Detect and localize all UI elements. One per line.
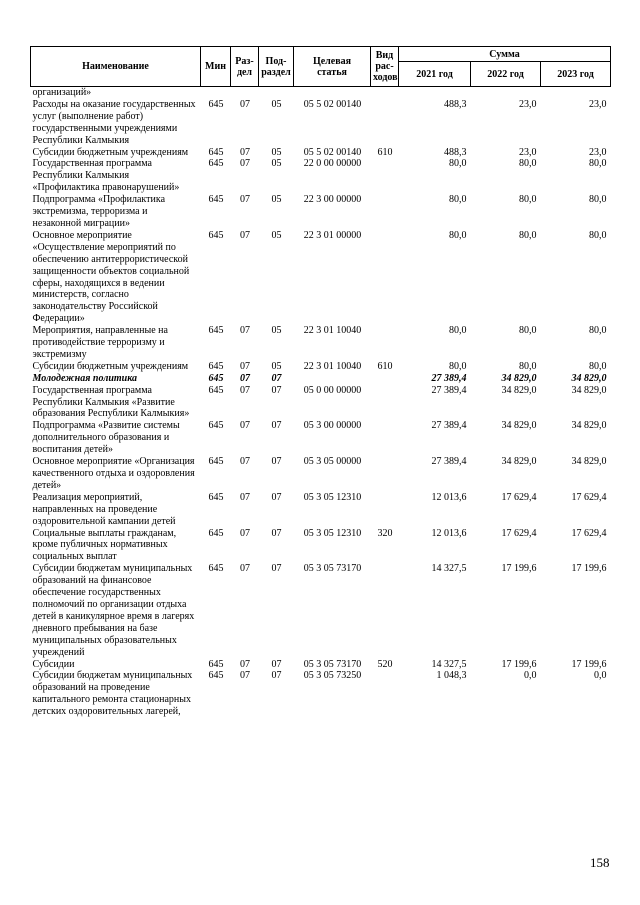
cell-celevaya: [294, 87, 371, 99]
cell-name: Подпрограмма «Развитие системы дополнительного образования и воспитания детей»: [32, 420, 180, 456]
cell-2022: 17 199,6: [501, 563, 537, 575]
table-row: [31, 420, 611, 456]
cell-min: 645: [208, 372, 224, 384]
cell-2021: 14 327,5: [431, 563, 467, 575]
cell-podrazdel: 05: [271, 325, 282, 337]
cell-2021: 27 389,4: [431, 384, 467, 396]
header-name: Наименование: [31, 47, 201, 87]
cell-name: Основное мероприятие «Организация качественного отдыха и оздоровления детей»: [32, 456, 195, 491]
cell-vid: [371, 87, 399, 99]
table-row: [31, 659, 611, 671]
cell-2021: 1 048,3: [436, 670, 467, 682]
cell-vid: [371, 158, 399, 194]
cell-min: 645: [208, 194, 224, 206]
cell-2021: 488,3: [444, 146, 467, 158]
cell-2021: 12 013,6: [431, 527, 467, 539]
cell-razdel: 07: [240, 158, 250, 170]
cell-2023: [541, 87, 611, 99]
cell-min: 645: [208, 98, 224, 110]
cell-min: 645: [208, 360, 224, 372]
cell-2023: 23,0: [589, 98, 607, 110]
cell-min: 645: [208, 146, 224, 158]
cell-vid: [371, 373, 399, 385]
cell-razdel: 07: [240, 325, 250, 337]
cell-min: 645: [208, 670, 224, 682]
cell-celevaya: 22 3 01 00000: [303, 229, 362, 241]
header-year-2023: 2023 год: [541, 62, 611, 87]
cell-razdel: 07: [240, 491, 250, 503]
cell-podrazdel: 05: [271, 146, 282, 158]
cell-celevaya: 05 0 00 00000: [303, 384, 362, 396]
cell-podrazdel: 07: [271, 670, 282, 682]
header-year-2022: 2022 год: [471, 62, 541, 87]
cell-min: 645: [208, 229, 224, 241]
cell-2021: 80,0: [449, 360, 467, 372]
cell-2023: 17 199,6: [571, 563, 607, 575]
cell-2023: 17 629,4: [571, 491, 607, 503]
cell-2022: 80,0: [519, 360, 537, 372]
cell-2023: 23,0: [589, 146, 607, 158]
table-row: [31, 87, 611, 99]
cell-2022: 34 829,0: [501, 420, 537, 432]
cell-2021: 12 013,6: [431, 491, 467, 503]
cell-2023: 80,0: [589, 325, 607, 337]
cell-2021: 27 389,4: [431, 420, 467, 432]
cell-vid: 320: [377, 527, 393, 539]
cell-2022: 34 829,0: [501, 372, 537, 384]
cell-2022: 17 199,6: [501, 658, 537, 670]
cell-razdel: 07: [240, 372, 250, 384]
cell-celevaya: 05 3 05 73170: [303, 658, 362, 670]
cell-2022: [471, 87, 541, 99]
cell-2022: 34 829,0: [501, 456, 537, 468]
cell-vid: [371, 99, 399, 147]
cell-2023: 17 199,6: [571, 658, 607, 670]
cell-name: Субсидии бюджетным учреждениям: [32, 146, 189, 158]
cell-razdel: 07: [240, 229, 250, 241]
header-razdel: Раз- дел: [231, 47, 259, 87]
cell-razdel: 07: [240, 360, 250, 372]
cell-razdel: 07: [240, 146, 250, 158]
table-row: [31, 194, 611, 230]
cell-razdel: 07: [240, 384, 250, 396]
cell-name: Мероприятия, направленные на противодействие терроризму и экстремизму: [32, 325, 168, 360]
table-row: [31, 325, 611, 361]
cell-podrazdel: 05: [271, 229, 282, 241]
cell-min: 645: [208, 158, 224, 170]
cell-podrazdel: [259, 87, 294, 99]
cell-min: 645: [208, 420, 224, 432]
cell-razdel: 07: [240, 98, 250, 110]
cell-min: 645: [208, 527, 224, 539]
cell-name: Государственная программа Республики Калмыкия «Профилактика правонарушений»: [32, 158, 180, 194]
table-row: [31, 492, 611, 528]
cell-2023: 34 829,0: [571, 384, 607, 396]
table-header: [31, 47, 611, 87]
cell-2022: 80,0: [519, 325, 537, 337]
cell-2021: 488,3: [444, 98, 467, 110]
cell-min: [201, 87, 231, 99]
cell-vid: 520: [377, 658, 393, 670]
cell-2022: 17 629,4: [501, 491, 537, 503]
cell-podrazdel: 07: [271, 563, 282, 575]
header-podrazdel: Под- раздел: [259, 47, 294, 87]
cell-podrazdel: 05: [271, 98, 282, 110]
cell-celevaya: 22 3 01 10040: [303, 325, 362, 337]
cell-2023: 80,0: [589, 194, 607, 206]
cell-razdel: 07: [240, 420, 250, 432]
cell-podrazdel: 07: [271, 372, 282, 384]
header-min: Мин: [201, 47, 231, 87]
cell-name: Социальные выплаты гражданам, кроме публичных нормативных социальных выплат: [32, 527, 177, 563]
cell-name: организаций»: [32, 87, 92, 98]
table-row: [31, 563, 611, 658]
cell-name: Субсидии: [32, 658, 75, 670]
cell-podrazdel: 05: [271, 360, 282, 372]
cell-podrazdel: 07: [271, 384, 282, 396]
cell-2023: 34 829,0: [571, 420, 607, 432]
cell-name: Молодежная политика: [32, 372, 138, 384]
cell-celevaya: 05 5 02 00140: [303, 146, 362, 158]
cell-2023: 0,0: [594, 670, 607, 682]
header-year-2021: 2021 год: [399, 62, 471, 87]
cell-celevaya: 22 3 00 00000: [303, 194, 362, 206]
cell-celevaya: 05 3 00 00000: [303, 420, 362, 432]
cell-podrazdel: 07: [271, 456, 282, 468]
cell-celevaya: 05 3 05 73250: [303, 670, 362, 682]
cell-podrazdel: 07: [271, 527, 282, 539]
cell-vid: [371, 194, 399, 230]
header-celevaya: Целевая статья: [294, 47, 371, 87]
cell-celevaya: 05 3 05 12310: [303, 491, 362, 503]
cell-2023: 80,0: [589, 360, 607, 372]
cell-celevaya: 22 3 01 10040: [303, 360, 362, 372]
cell-name: Субсидии бюджетам муниципальных образований на финансовое обеспечение государственных полномочий по организации отдыха детей в каникулярное время в лагерях дневного пребывания на базе муниципальных образовательных учреждений: [32, 563, 195, 658]
cell-razdel: 07: [240, 670, 250, 682]
cell-2022: 80,0: [519, 194, 537, 206]
cell-min: 645: [208, 491, 224, 503]
cell-2021: [399, 87, 471, 99]
cell-razdel: 07: [240, 456, 250, 468]
cell-2021: 80,0: [449, 194, 467, 206]
table-row: [31, 147, 611, 159]
header-summa: Сумма: [399, 47, 611, 62]
table-row: [31, 99, 611, 147]
cell-2022: 0,0: [524, 670, 537, 682]
cell-vid: 610: [377, 360, 393, 372]
cell-2022: 23,0: [519, 146, 537, 158]
cell-name: Государственная программа Республики Калмыкия «Развитие образования Республики Калмыкия»: [32, 384, 190, 420]
cell-2022: 34 829,0: [501, 384, 537, 396]
cell-celevaya: 22 0 00 00000: [303, 158, 362, 170]
cell-2023: 80,0: [589, 158, 607, 170]
cell-2023: 34 829,0: [571, 372, 607, 384]
header-vid: Вид рас- ходов: [371, 47, 399, 87]
cell-name: Подпрограмма «Профилактика экстремизма, терроризма и незаконной миграции»: [32, 194, 166, 229]
cell-vid: [371, 230, 399, 325]
cell-name: Расходы на оказание государственных услуг (выполнение работ) государственными учреждениями Республики Калмыкия: [32, 98, 196, 146]
table-row: [31, 528, 611, 564]
cell-2021: 27 389,4: [431, 456, 467, 468]
cell-2021: 27 389,4: [431, 372, 467, 384]
cell-podrazdel: 05: [271, 158, 282, 170]
table-row: [31, 361, 611, 373]
cell-2021: 80,0: [449, 325, 467, 337]
cell-name: Реализация мероприятий, направленных на проведение оздоровительной кампании детей: [32, 491, 176, 527]
page-number: 158: [590, 855, 610, 870]
cell-podrazdel: 07: [271, 658, 282, 670]
cell-2022: 80,0: [519, 158, 537, 170]
cell-podrazdel: 05: [271, 194, 282, 206]
table-row: [31, 373, 611, 385]
cell-min: 645: [208, 325, 224, 337]
cell-vid: 610: [377, 146, 393, 158]
table-row: [31, 230, 611, 325]
cell-vid: [371, 492, 399, 528]
cell-2023: 80,0: [589, 229, 607, 241]
cell-2021: 14 327,5: [431, 658, 467, 670]
cell-razdel: 07: [240, 658, 250, 670]
cell-vid: [371, 456, 399, 492]
cell-razdel: 07: [240, 563, 250, 575]
cell-razdel: 07: [240, 527, 250, 539]
cell-podrazdel: 07: [271, 491, 282, 503]
cell-vid: [371, 563, 399, 658]
table-row: [31, 158, 611, 194]
table-body: [31, 87, 611, 719]
cell-vid: [371, 325, 399, 361]
cell-celevaya: [294, 373, 371, 385]
table-row: [31, 456, 611, 492]
table-row: [31, 670, 611, 718]
cell-podrazdel: 07: [271, 420, 282, 432]
cell-2022: 80,0: [519, 229, 537, 241]
cell-2021: 80,0: [449, 229, 467, 241]
cell-vid: [371, 420, 399, 456]
cell-name: Основное мероприятие «Осуществление мероприятий по обеспечению антитеррористической защищенности объектов социальной сферы, находящихся в ведении министерств, согласно законодательству Российской Федерации»: [32, 229, 190, 325]
cell-min: 645: [208, 384, 224, 396]
cell-vid: [371, 385, 399, 421]
cell-vid: [371, 670, 399, 718]
cell-celevaya: 05 3 05 00000: [303, 456, 362, 468]
cell-razdel: [231, 87, 259, 99]
cell-name: Субсидии бюджетам муниципальных образований на проведение капитального ремонта стационарных детских оздоровительных лагерей,: [32, 670, 193, 718]
cell-2022: 17 629,4: [501, 527, 537, 539]
cell-celevaya: 05 5 02 00140: [303, 98, 362, 110]
cell-razdel: 07: [240, 194, 250, 206]
cell-celevaya: 05 3 05 73170: [303, 563, 362, 575]
cell-min: 645: [208, 563, 224, 575]
cell-min: 645: [208, 658, 224, 670]
budget-table: [30, 46, 611, 718]
cell-celevaya: 05 3 05 12310: [303, 527, 362, 539]
cell-2021: 80,0: [449, 158, 467, 170]
cell-2023: 34 829,0: [571, 456, 607, 468]
table-row: [31, 385, 611, 421]
cell-2023: 17 629,4: [571, 527, 607, 539]
cell-2022: 23,0: [519, 98, 537, 110]
cell-name: Субсидии бюджетным учреждениям: [32, 360, 189, 372]
cell-min: 645: [208, 456, 224, 468]
